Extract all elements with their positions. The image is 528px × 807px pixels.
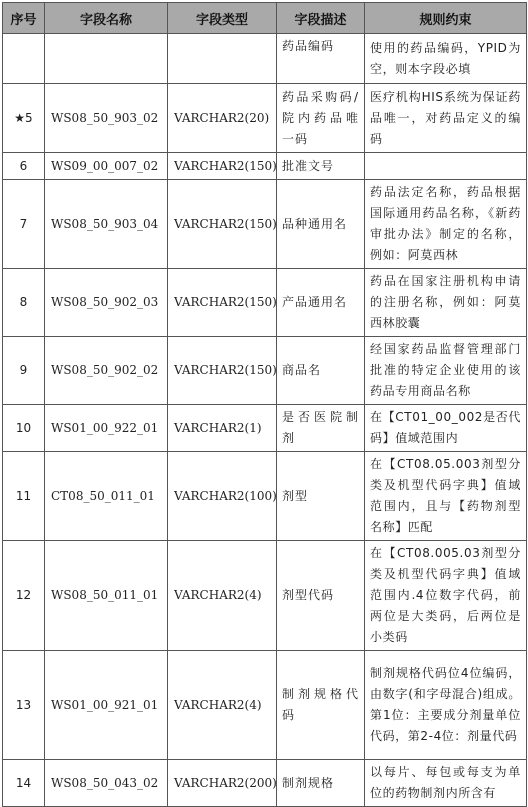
cell-rule-constraint: 经国家药品监督管理部门批准的特定企业使用的该药品专用商品名称 <box>365 337 527 405</box>
cell-field-description: 剂型代码 <box>277 541 365 651</box>
cell-index: 9 <box>3 337 45 405</box>
cell-field-description: 品种通用名 <box>277 180 365 269</box>
cell-index: 14 <box>3 760 45 807</box>
cell-field-description: 商品名 <box>277 337 365 405</box>
table-row <box>3 84 527 153</box>
cell-field-type: VARCHAR2(200) <box>168 760 277 807</box>
cell-rule-constraint: 药品法定名称，药品根据国际通用药品名称，《新药审批办法》制定的名称，例如：阿莫西林 <box>365 180 527 269</box>
field-spec-table <box>2 2 527 807</box>
cell-field-description: 药品编码 <box>277 34 365 84</box>
cell-field-type: VARCHAR2(20) <box>168 84 277 153</box>
table-row <box>3 760 527 807</box>
cell-field-type: VARCHAR2(150) <box>168 337 277 405</box>
cell-field-name: WS08_50_043_02 <box>45 760 168 807</box>
header-field-description: 字段描述 <box>277 3 365 34</box>
cell-field-name: WS09_00_007_02 <box>45 153 168 180</box>
table-row <box>3 34 527 84</box>
header-index: 序号 <box>3 3 45 34</box>
table-row <box>3 153 527 180</box>
header-rule-constraint: 规则约束 <box>365 3 527 34</box>
cell-index: 6 <box>3 153 45 180</box>
table-header-row <box>3 3 527 34</box>
cell-rule-constraint: 在【CT01_00_002是否代码】值域范围内 <box>365 405 527 452</box>
cell-index: 7 <box>3 180 45 269</box>
cell-index: 12 <box>3 541 45 651</box>
cell-field-name: CT08_50_011_01 <box>45 452 168 541</box>
cell-field-type: VARCHAR2(150) <box>168 180 277 269</box>
cell-rule-constraint: 使用的药品编码，YPID为空，则本字段必填 <box>365 34 527 84</box>
spec-table-page <box>2 2 526 807</box>
cell-field-name: WS08_50_011_01 <box>45 541 168 651</box>
cell-field-description: 制剂规格 <box>277 760 365 807</box>
table-row <box>3 452 527 541</box>
cell-rule-constraint: 医疗机构HIS系统为保证药品唯一，对药品定义的编码 <box>365 84 527 153</box>
cell-rule-constraint: 在【CT08.05.003剂型分类及机型代码字典】值域范围内，且与【药物剂型名称】匹配 <box>365 452 527 541</box>
cell-field-type: VARCHAR2(4) <box>168 541 277 651</box>
cell-field-description: 药品采购码/院内药品唯一码 <box>277 84 365 153</box>
header-field-type: 字段类型 <box>168 3 277 34</box>
cell-index: 10 <box>3 405 45 452</box>
table-row <box>3 651 527 760</box>
cell-field-name: WS08_50_902_03 <box>45 269 168 337</box>
cell-field-type: VARCHAR2(100) <box>168 452 277 541</box>
cell-field-type: VARCHAR2(1) <box>168 405 277 452</box>
cell-field-name: WS08_50_903_04 <box>45 180 168 269</box>
cell-field-name: WS08_50_903_02 <box>45 84 168 153</box>
cell-index: 8 <box>3 269 45 337</box>
cell-index: 11 <box>3 452 45 541</box>
cell-field-name <box>45 34 168 84</box>
table-row <box>3 337 527 405</box>
cell-field-name: WS01_00_922_01 <box>45 405 168 452</box>
cell-index: ★5 <box>3 84 45 153</box>
cell-field-type: VARCHAR2(150) <box>168 269 277 337</box>
table-row <box>3 405 527 452</box>
header-field-name: 字段名称 <box>45 3 168 34</box>
cell-field-description: 产品通用名 <box>277 269 365 337</box>
cell-field-name: WS08_50_902_02 <box>45 337 168 405</box>
cell-field-type: VARCHAR2(4) <box>168 651 277 760</box>
cell-index: 13 <box>3 651 45 760</box>
cell-rule-constraint: 药品在国家注册机构申请的注册名称，例如：阿莫西林胶囊 <box>365 269 527 337</box>
cell-field-description: 剂型 <box>277 452 365 541</box>
cell-field-description: 是否医院制剂 <box>277 405 365 452</box>
cell-rule-constraint: 在【CT08.005.03剂型分类及机型代码字典】值域范围内.4位数字代码，前两位是大类码，后两位是小类码 <box>365 541 527 651</box>
cell-rule-constraint <box>365 153 527 180</box>
cell-field-description: 制剂规格代码 <box>277 651 365 760</box>
cell-rule-constraint: 以每片、每包或每支为单位的药物制剂内所含有 <box>365 760 527 807</box>
table-row <box>3 269 527 337</box>
cell-index <box>3 34 45 84</box>
cell-rule-constraint: 制剂规格代码位4位编码，由数字(和字母混合)组成。第1位：主要成分剂量单位代码，第2-4位：剂量代码 <box>365 651 527 760</box>
cell-field-description: 批准文号 <box>277 153 365 180</box>
cell-field-type <box>168 34 277 84</box>
table-row <box>3 541 527 651</box>
cell-field-name: WS01_00_921_01 <box>45 651 168 760</box>
cell-field-type: VARCHAR2(150) <box>168 153 277 180</box>
table-row <box>3 180 527 269</box>
